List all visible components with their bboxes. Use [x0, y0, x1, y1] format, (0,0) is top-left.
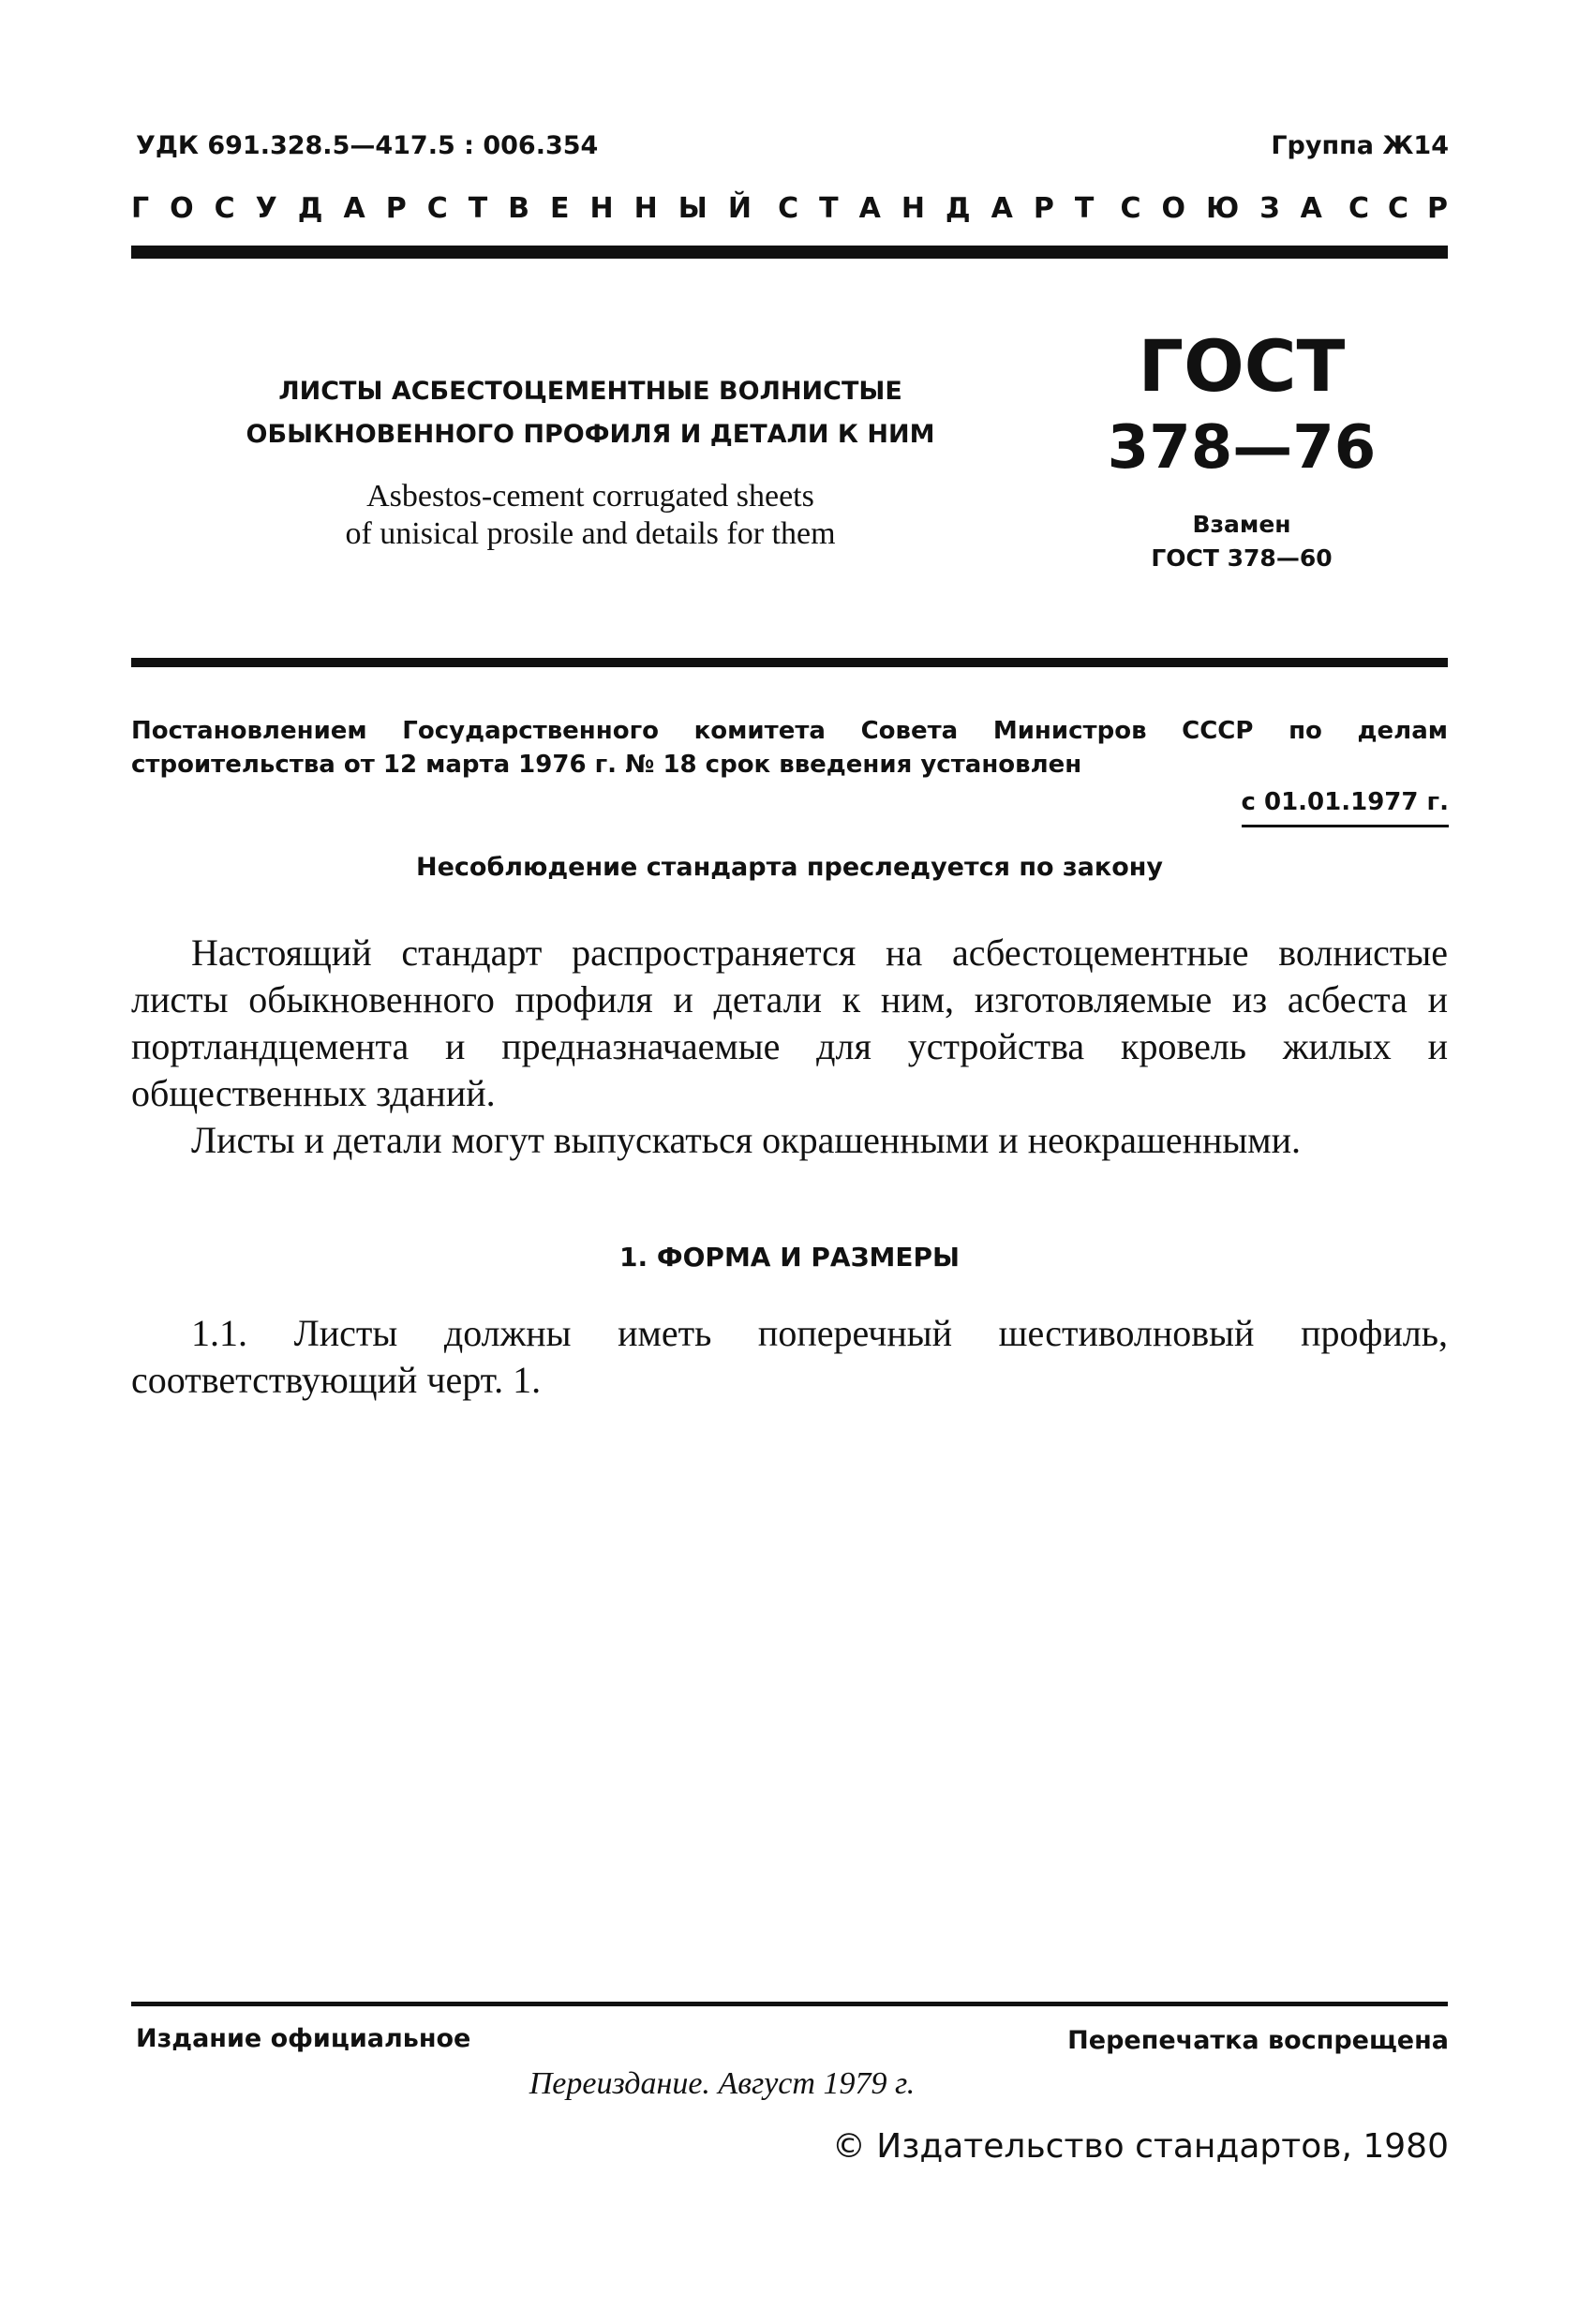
- banner-word-union: СОЮЗА: [1120, 192, 1343, 225]
- section-heading: 1. ФОРМА И РАЗМЕРЫ: [618, 1242, 961, 1273]
- painting-paragraph: Листы и детали могут выпускаться окрашенными и неокрашенными.: [191, 1119, 1302, 1161]
- top-rule: [131, 246, 1448, 259]
- title-english-line2: of unisical prosile and details for them: [345, 516, 836, 551]
- banner-word-standard: СТАНДАРТ: [778, 192, 1115, 225]
- intro-paragraph: Настоящий стандарт распространяется на асбестоцементные волнистые листы обыкновенного профиля и детали к ним, изготовляемые из асбеста и портландцемента и предназначаемые для устройства кровель жилых и общественных зданий.: [131, 931, 1448, 1114]
- banner-word-state: ГОСУДАРСТВЕННЫЙ: [131, 192, 772, 225]
- replaces-value: ГОСТ 378—60: [1151, 544, 1333, 572]
- middle-rule: [131, 658, 1448, 667]
- banner-word-ussr: ССР: [1348, 192, 1467, 225]
- decree-text: Постановлением Государственного комитета Совета Министров СССР по делам строительства от 12 марта 1976 г. № 18 срок введения установлен: [131, 717, 1448, 779]
- udk-code: УДК 691.328.5—417.5 : 006.354: [136, 131, 599, 160]
- state-standard-banner: [131, 192, 1467, 225]
- gost-number: 378—76: [1107, 413, 1377, 483]
- title-english: [178, 478, 1003, 553]
- effective-date: с 01.01.1977 г.: [1242, 785, 1449, 827]
- bottom-rule: [131, 2002, 1448, 2006]
- group-code: Группа Ж14: [1271, 131, 1449, 160]
- title-russian-line1: ЛИСТЫ АСБЕСТОЦЕМЕНТНЫЕ ВОЛНИСТЫЕ: [278, 377, 902, 406]
- reissue-note: Переиздание. Август 1979 г.: [529, 2066, 916, 2101]
- clause-1-1: 1.1. Листы должны иметь поперечный шестиволновый профиль, соответствующий черт. 1.: [131, 1312, 1448, 1401]
- gost-label: ГОСТ: [1138, 324, 1346, 408]
- copyright-line: © Издательство стандартов, 1980: [831, 2127, 1449, 2166]
- reprint-notice: Перепечатка воспрещена: [1067, 2026, 1449, 2055]
- title-english-line1: Asbestos-cement corrugated sheets: [366, 479, 814, 514]
- title-russian: [178, 370, 1003, 456]
- legal-warning: Несоблюдение стандарта преследуется по закону: [415, 853, 1164, 882]
- title-russian-line2: ОБЫКНОВЕННОГО ПРОФИЛЯ И ДЕТАЛИ К НИМ: [246, 420, 935, 449]
- replaces-label: Взамен: [1192, 511, 1291, 538]
- official-edition: Издание официальное: [136, 2024, 471, 2053]
